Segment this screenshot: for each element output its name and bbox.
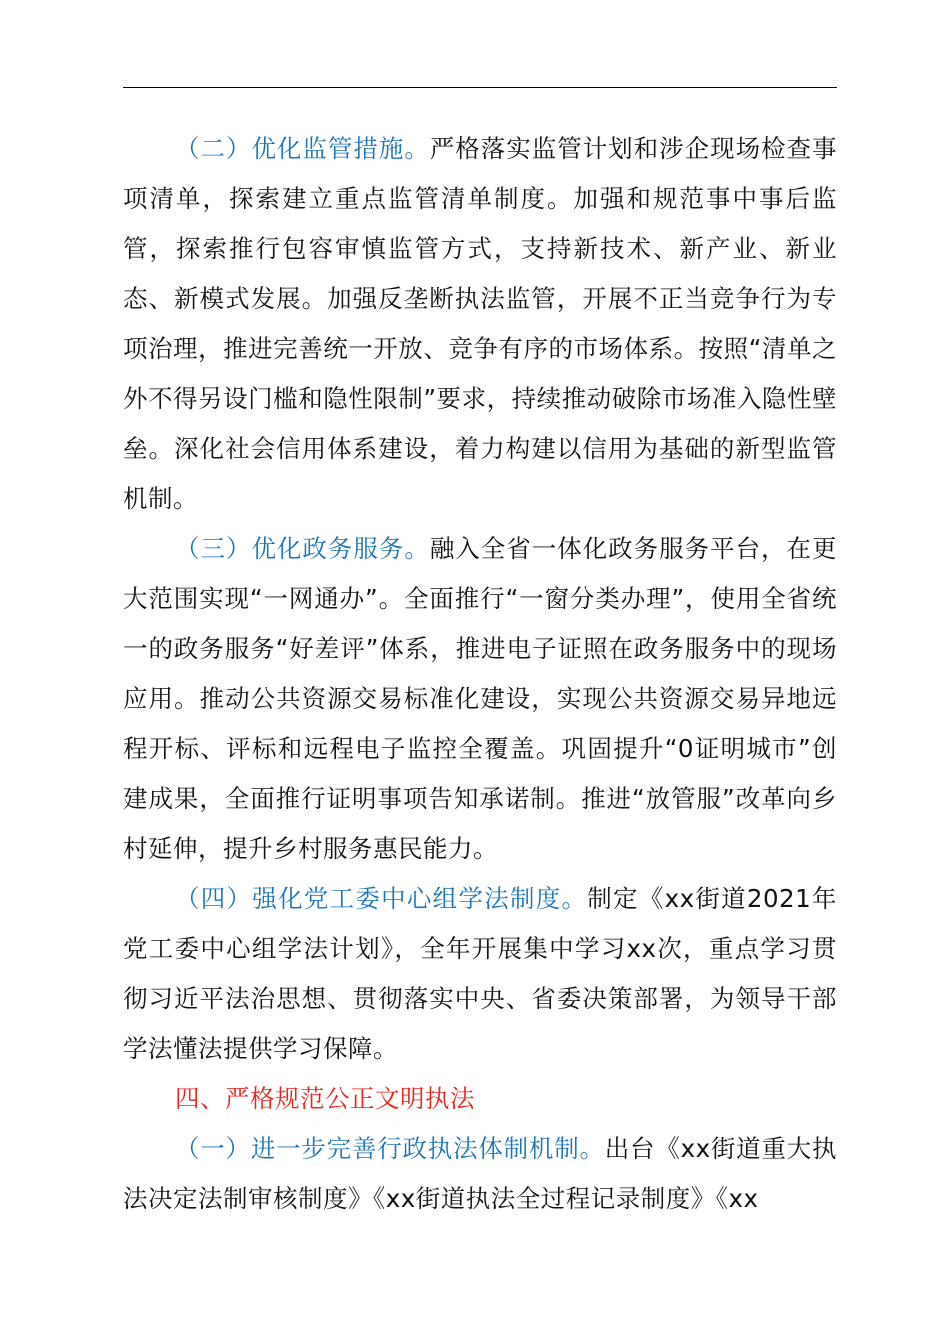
paragraph-text: 制定《xx街道2021年党工委中心组学法计划》，全年开展集中学习xx次，重点学习贯彻习近平法治思想、贯彻落实中央、省委决策部署，为领导干部学法懂法提供学习保障。 xyxy=(123,884,837,1063)
header-rule xyxy=(123,87,837,88)
paragraph-lead: （一）进一步完善行政执法体制机制。 xyxy=(175,1134,605,1163)
paragraph-lead: （四）强化党工委中心组学法制度。 xyxy=(175,884,588,913)
paragraph-text: 出台《xx街道重大执法决定法制审核制度》《xx街道执法全过程记录制度》《xx xyxy=(123,1134,838,1213)
paragraph-optimize-supervision xyxy=(123,124,837,524)
paragraph-optimize-government-services xyxy=(123,524,837,874)
paragraph-party-study-system xyxy=(123,874,837,1074)
paragraph-lead: （二）优化监管措施。 xyxy=(175,134,430,163)
document-body xyxy=(123,124,837,1224)
paragraph-law-enforcement-mechanism xyxy=(123,1124,837,1224)
paragraph-text: 融入全省一体化政务服务平台，在更大范围实现“一网通办”。全面推行“一窗分类办理”，使用全省统一的政务服务“好差评”体系，推进电子证照在政务服务中的现场应用。推动公共资源交易标准化建设，实现公共资源交易异地远程开标、评标和远程电子监控全覆盖。巩固提升“0证明城市”创建成果，全面推行证明事项告知承诺制。推进“放管服”改革向乡村延伸，提升乡村服务惠民能力。 xyxy=(123,534,838,863)
section-heading: 四、严格规范公正文明执法 xyxy=(175,1084,475,1113)
paragraph-lead: （三）优化政务服务。 xyxy=(175,534,430,563)
paragraph-text: 严格落实监管计划和涉企现场检查事项清单，探索建立重点监管清单制度。加强和规范事中事后监管，探索推行包容审慎监管方式，支持新技术、新产业、新业态、新模式发展。加强反垄断执法监管，开展不正当竞争行为专项治理，推进完善统一开放、竞争有序的市场体系。按照“清单之外不得另设门槛和隐性限制”要求，持续推动破除市场准入隐性壁垒。深化社会信用体系建设，着力构建以信用为基础的新型监管机制。 xyxy=(123,134,838,513)
